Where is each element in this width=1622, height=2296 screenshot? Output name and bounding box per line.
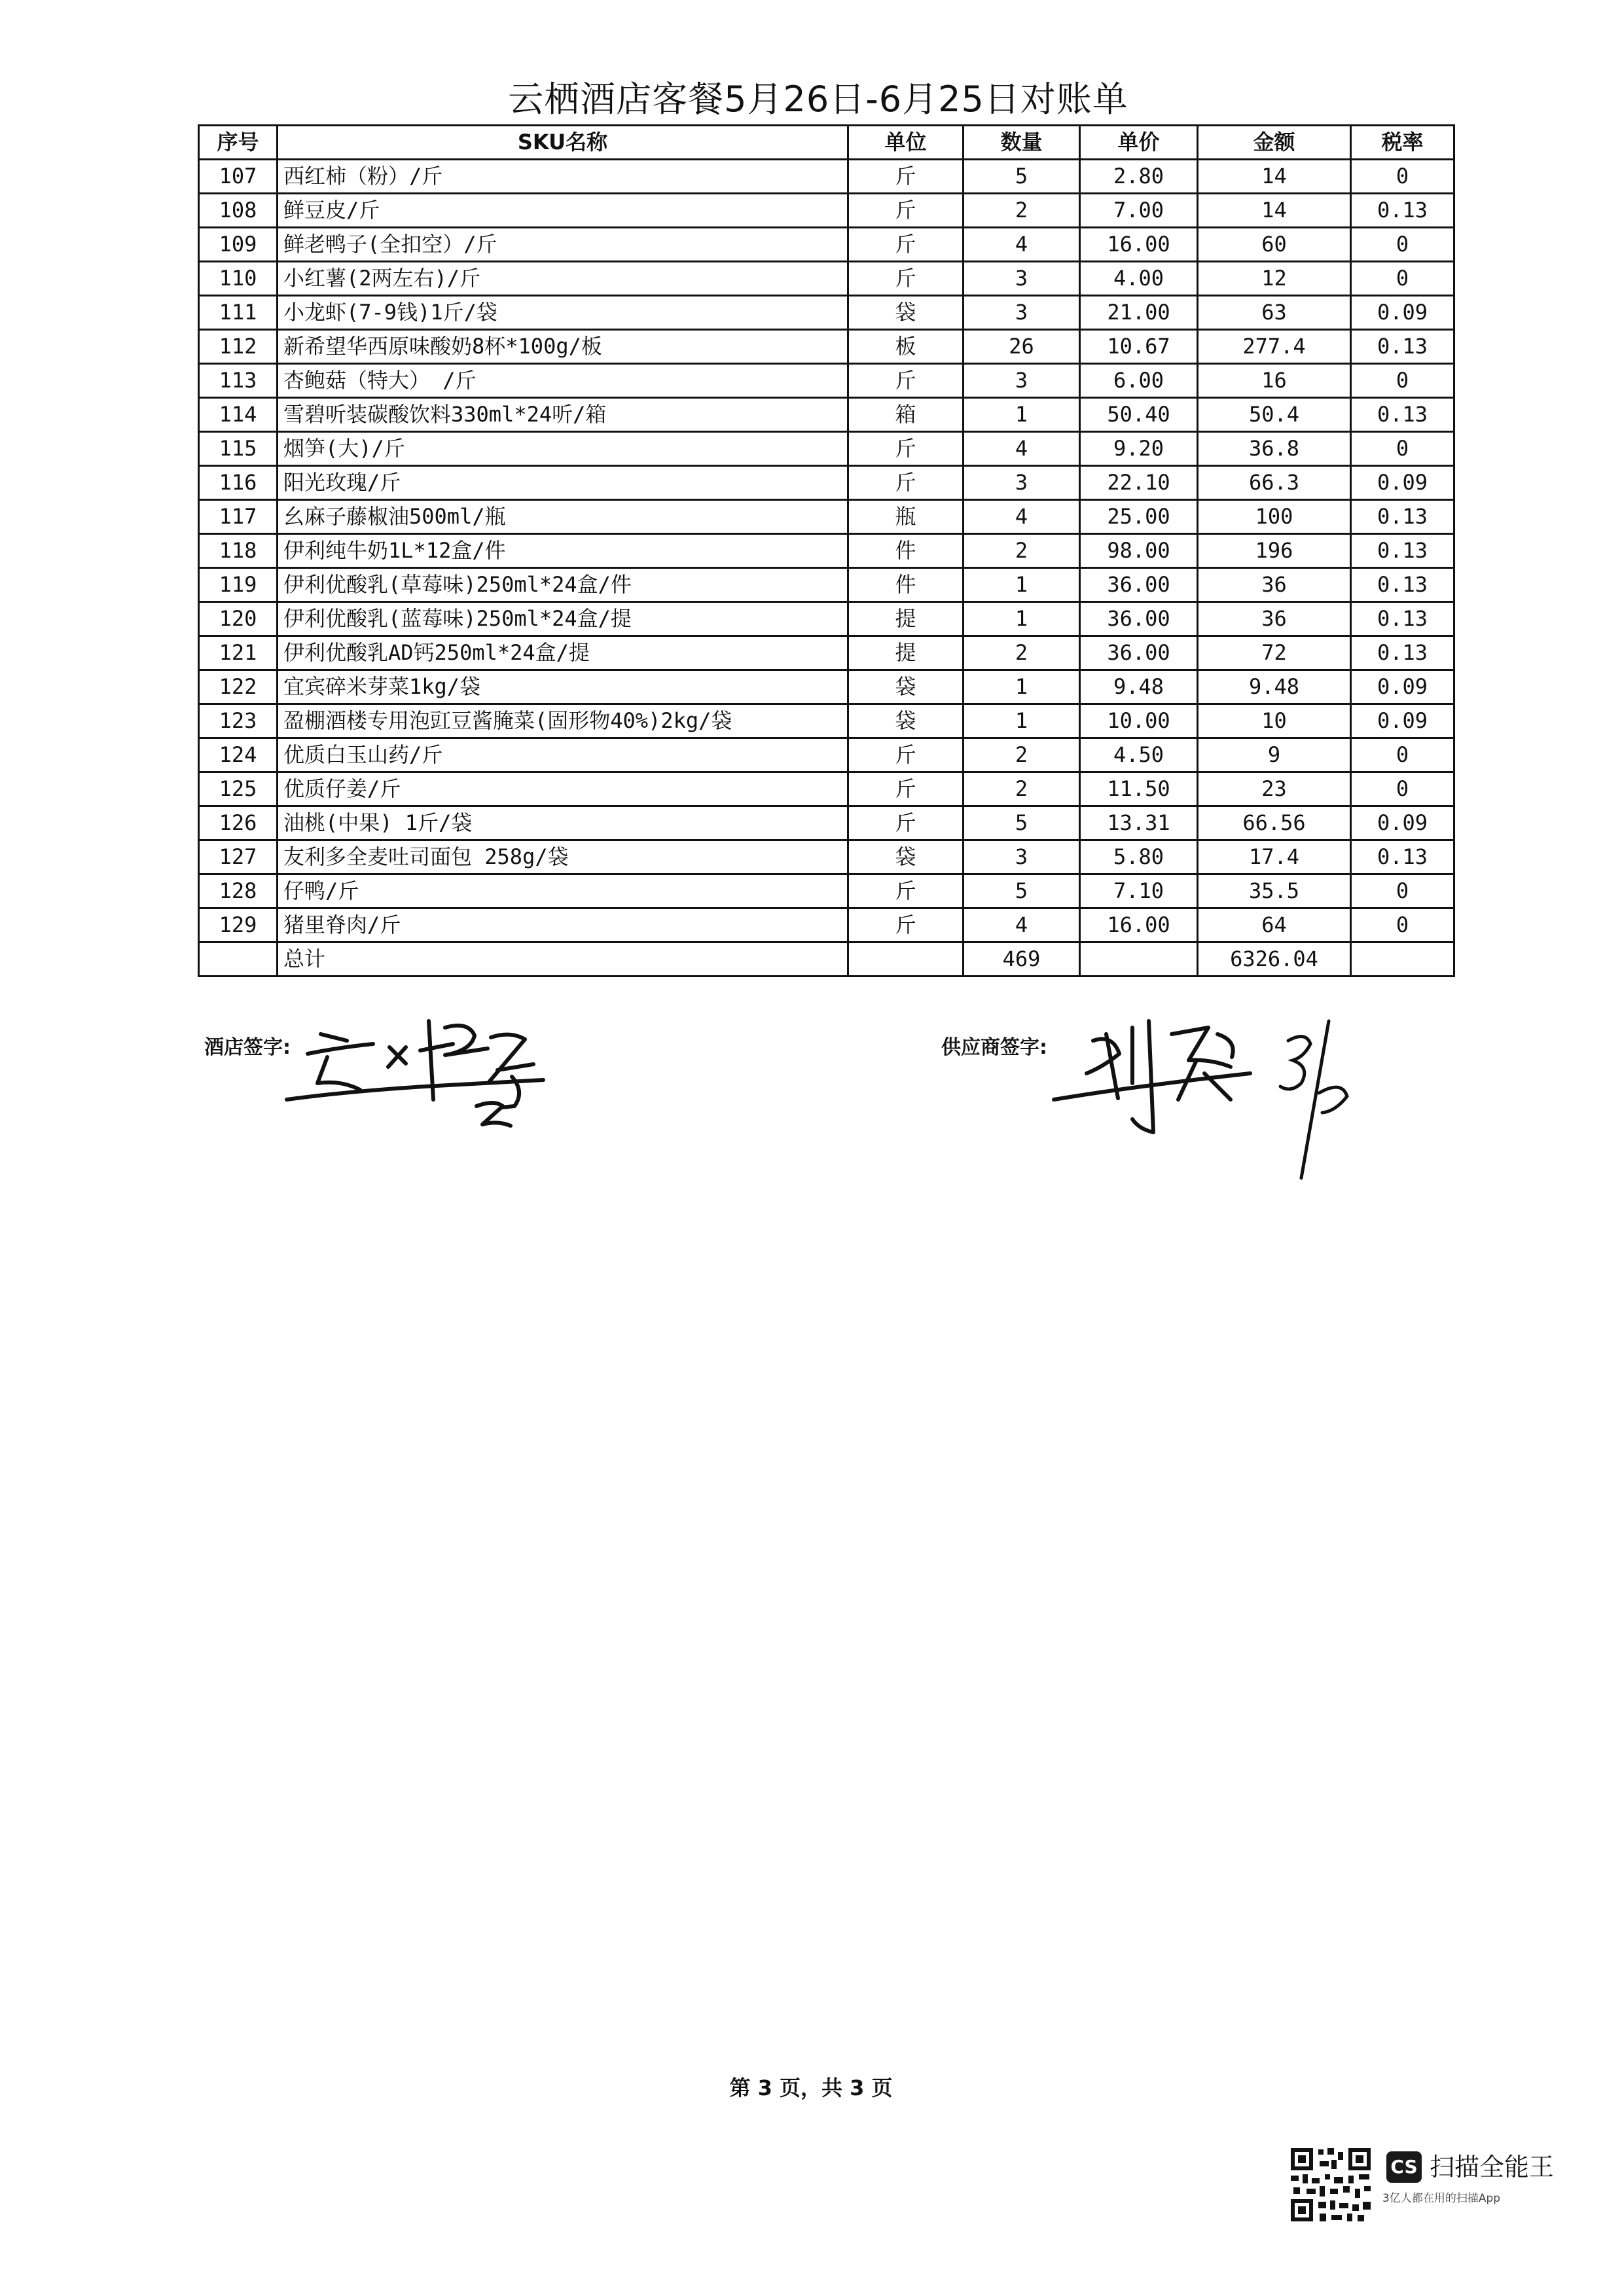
row-sku-name: 伊利优酸乳(蓝莓味)250ml*24盒/提: [278, 602, 848, 636]
row-qty: 5: [964, 874, 1080, 908]
row-qty: 3: [964, 840, 1080, 874]
total-row-price: [1080, 942, 1198, 977]
row-no: 108: [199, 194, 278, 228]
total-row-unit: [848, 942, 964, 977]
row-unit: 斤: [848, 466, 964, 500]
row-price: 10.67: [1080, 330, 1198, 364]
row-sku-name: 伊利优酸乳AD钙250ml*24盒/提: [278, 636, 848, 670]
row-no: 125: [199, 772, 278, 806]
table-row: [199, 194, 1454, 228]
row-amount: 9: [1198, 738, 1351, 772]
row-price: 25.00: [1080, 500, 1198, 534]
row-sku-name: 雪碧听装碳酸饮料330ml*24听/箱: [278, 398, 848, 432]
row-sku-name: 猪里脊肉/斤: [278, 908, 848, 942]
row-amount: 10: [1198, 704, 1351, 738]
row-no: 114: [199, 398, 278, 432]
row-amount: 277.4: [1198, 330, 1351, 364]
row-no: 111: [199, 296, 278, 330]
col-header-tax: 税率: [1351, 126, 1454, 160]
row-unit: 袋: [848, 704, 964, 738]
row-no: 107: [199, 160, 278, 194]
row-tax: 0.13: [1351, 534, 1454, 568]
row-amount: 36: [1198, 568, 1351, 602]
header-row: [199, 126, 1454, 160]
total-amount: 6326.04: [1198, 942, 1351, 977]
table-row: [199, 262, 1454, 296]
page-number-footer: 第 3 页，共 3 页: [729, 2075, 893, 2100]
row-qty: 5: [964, 160, 1080, 194]
row-amount: 35.5: [1198, 874, 1351, 908]
col-header-qty: 数量: [964, 126, 1080, 160]
row-price: 98.00: [1080, 534, 1198, 568]
row-amount: 12: [1198, 262, 1351, 296]
total-qty: 469: [964, 942, 1080, 977]
row-no: 115: [199, 432, 278, 466]
row-no: 120: [199, 602, 278, 636]
row-unit: 件: [848, 568, 964, 602]
row-qty: 1: [964, 704, 1080, 738]
row-price: 50.40: [1080, 398, 1198, 432]
table-row: [199, 500, 1454, 534]
row-no: 118: [199, 534, 278, 568]
table-row: [199, 432, 1454, 466]
total-row: [199, 942, 1454, 977]
table-row: [199, 330, 1454, 364]
row-sku-name: 小龙虾(7-9钱)1斤/袋: [278, 296, 848, 330]
table-row: [199, 636, 1454, 670]
row-unit: 板: [848, 330, 964, 364]
row-unit: 瓶: [848, 500, 964, 534]
statement-table: [198, 124, 1455, 977]
col-header-sku-name: SKU名称: [278, 126, 848, 160]
row-tax: 0.09: [1351, 466, 1454, 500]
camscanner-logo: CS: [1386, 2151, 1422, 2183]
row-no: 112: [199, 330, 278, 364]
row-amount: 64: [1198, 908, 1351, 942]
row-no: 122: [199, 670, 278, 704]
table-row: [199, 670, 1454, 704]
row-price: 7.10: [1080, 874, 1198, 908]
row-qty: 3: [964, 466, 1080, 500]
row-no: 110: [199, 262, 278, 296]
row-sku-name: 鲜老鸭子(全扣空）/斤: [278, 228, 848, 262]
col-header-price: 单价: [1080, 126, 1198, 160]
table-row: [199, 874, 1454, 908]
row-sku-name: 烟笋(大)/斤: [278, 432, 848, 466]
row-amount: 23: [1198, 772, 1351, 806]
row-unit: 斤: [848, 432, 964, 466]
row-qty: 1: [964, 398, 1080, 432]
row-unit: 斤: [848, 874, 964, 908]
row-qty: 3: [964, 296, 1080, 330]
row-amount: 196: [1198, 534, 1351, 568]
row-no: 119: [199, 568, 278, 602]
row-tax: 0: [1351, 228, 1454, 262]
row-sku-name: 鲜豆皮/斤: [278, 194, 848, 228]
table-row: [199, 908, 1454, 942]
row-price: 4.50: [1080, 738, 1198, 772]
row-no: 113: [199, 364, 278, 398]
row-qty: 2: [964, 194, 1080, 228]
row-no: 121: [199, 636, 278, 670]
table-row: [199, 466, 1454, 500]
row-qty: 1: [964, 670, 1080, 704]
table-row: [199, 228, 1454, 262]
row-tax: 0: [1351, 772, 1454, 806]
table-row: [199, 160, 1454, 194]
row-amount: 50.4: [1198, 398, 1351, 432]
supplier-sign-label: 供应商签字:: [941, 1036, 1047, 1059]
row-no: 123: [199, 704, 278, 738]
document-title: 云栖酒店客餐5月26日-6月25日对账单: [508, 79, 1128, 120]
row-unit: 袋: [848, 296, 964, 330]
row-tax: 0.09: [1351, 670, 1454, 704]
row-tax: 0: [1351, 738, 1454, 772]
table-row: [199, 364, 1454, 398]
row-sku-name: 优质白玉山药/斤: [278, 738, 848, 772]
row-unit: 斤: [848, 908, 964, 942]
row-amount: 16: [1198, 364, 1351, 398]
row-qty: 1: [964, 602, 1080, 636]
hotel-sign-label: 酒店签字:: [204, 1036, 291, 1059]
table-row: [199, 772, 1454, 806]
row-unit: 件: [848, 534, 964, 568]
row-tax: 0: [1351, 160, 1454, 194]
row-price: 2.80: [1080, 160, 1198, 194]
row-no: 109: [199, 228, 278, 262]
row-tax: 0.13: [1351, 194, 1454, 228]
row-sku-name: 西红柿（粉）/斤: [278, 160, 848, 194]
row-no: 127: [199, 840, 278, 874]
row-price: 22.10: [1080, 466, 1198, 500]
row-sku-name: 小红薯(2两左右)/斤: [278, 262, 848, 296]
row-amount: 14: [1198, 160, 1351, 194]
row-qty: 26: [964, 330, 1080, 364]
row-no: 124: [199, 738, 278, 772]
qr-code-icon: [1288, 2145, 1373, 2224]
camscanner-brand: 扫描全能王: [1430, 2153, 1555, 2181]
row-tax: 0: [1351, 262, 1454, 296]
row-qty: 4: [964, 432, 1080, 466]
row-sku-name: 新希望华西原味酸奶8杯*100g/板: [278, 330, 848, 364]
row-sku-name: 伊利优酸乳(草莓味)250ml*24盒/件: [278, 568, 848, 602]
col-header-unit: 单位: [848, 126, 964, 160]
row-sku-name: 幺麻子藤椒油500ml/瓶: [278, 500, 848, 534]
row-qty: 3: [964, 364, 1080, 398]
row-price: 36.00: [1080, 568, 1198, 602]
row-unit: 斤: [848, 228, 964, 262]
row-unit: 袋: [848, 840, 964, 874]
table-row: [199, 840, 1454, 874]
row-qty: 2: [964, 636, 1080, 670]
row-price: 21.00: [1080, 296, 1198, 330]
row-price: 6.00: [1080, 364, 1198, 398]
col-header-amount: 金额: [1198, 126, 1351, 160]
table-row: [199, 738, 1454, 772]
row-no: 116: [199, 466, 278, 500]
table-row: [199, 568, 1454, 602]
row-amount: 66.3: [1198, 466, 1351, 500]
row-tax: 0.13: [1351, 568, 1454, 602]
camscanner-slogan: 3亿人都在用的扫描App: [1382, 2192, 1501, 2205]
row-price: 4.00: [1080, 262, 1198, 296]
row-unit: 提: [848, 636, 964, 670]
table-row: [199, 806, 1454, 840]
row-price: 11.50: [1080, 772, 1198, 806]
row-unit: 提: [848, 602, 964, 636]
row-tax: 0.13: [1351, 636, 1454, 670]
table-row: [199, 704, 1454, 738]
row-amount: 36: [1198, 602, 1351, 636]
row-price: 36.00: [1080, 636, 1198, 670]
row-tax: 0: [1351, 364, 1454, 398]
row-qty: 2: [964, 772, 1080, 806]
total-label: 总计: [278, 942, 848, 977]
row-qty: 4: [964, 908, 1080, 942]
row-amount: 9.48: [1198, 670, 1351, 704]
row-amount: 36.8: [1198, 432, 1351, 466]
row-price: 5.80: [1080, 840, 1198, 874]
row-price: 36.00: [1080, 602, 1198, 636]
row-tax: 0.09: [1351, 296, 1454, 330]
row-sku-name: 盈棚酒楼专用泡豇豆酱腌菜(固形物40%)2kg/袋: [278, 704, 848, 738]
row-unit: 斤: [848, 194, 964, 228]
row-no: 126: [199, 806, 278, 840]
row-unit: 斤: [848, 738, 964, 772]
total-row-no: [199, 942, 278, 977]
row-qty: 4: [964, 500, 1080, 534]
row-qty: 1: [964, 568, 1080, 602]
row-sku-name: 优质仔姜/斤: [278, 772, 848, 806]
row-sku-name: 宜宾碎米芽菜1kg/袋: [278, 670, 848, 704]
row-qty: 4: [964, 228, 1080, 262]
row-qty: 3: [964, 262, 1080, 296]
row-amount: 100: [1198, 500, 1351, 534]
row-sku-name: 友利多全麦吐司面包 258g/袋: [278, 840, 848, 874]
row-no: 128: [199, 874, 278, 908]
row-tax: 0.13: [1351, 500, 1454, 534]
row-amount: 17.4: [1198, 840, 1351, 874]
row-tax: 0.09: [1351, 704, 1454, 738]
row-price: 16.00: [1080, 228, 1198, 262]
row-price: 16.00: [1080, 908, 1198, 942]
row-no: 117: [199, 500, 278, 534]
row-unit: 袋: [848, 670, 964, 704]
row-price: 9.20: [1080, 432, 1198, 466]
row-qty: 5: [964, 806, 1080, 840]
row-price: 10.00: [1080, 704, 1198, 738]
hotel-signature: [281, 1008, 556, 1139]
table-row: [199, 602, 1454, 636]
row-unit: 斤: [848, 772, 964, 806]
row-amount: 66.56: [1198, 806, 1351, 840]
row-amount: 63: [1198, 296, 1351, 330]
row-qty: 2: [964, 534, 1080, 568]
row-sku-name: 油桃(中果) 1斤/袋: [278, 806, 848, 840]
row-qty: 2: [964, 738, 1080, 772]
row-amount: 14: [1198, 194, 1351, 228]
row-sku-name: 伊利纯牛奶1L*12盒/件: [278, 534, 848, 568]
row-sku-name: 阳光玫瑰/斤: [278, 466, 848, 500]
row-tax: 0.13: [1351, 840, 1454, 874]
row-no: 129: [199, 908, 278, 942]
row-tax: 0: [1351, 908, 1454, 942]
row-tax: 0.13: [1351, 330, 1454, 364]
row-amount: 72: [1198, 636, 1351, 670]
row-amount: 60: [1198, 228, 1351, 262]
row-sku-name: 杏鲍菇（特大） /斤: [278, 364, 848, 398]
row-unit: 斤: [848, 160, 964, 194]
row-price: 9.48: [1080, 670, 1198, 704]
total-row-tax: [1351, 942, 1454, 977]
row-tax: 0: [1351, 432, 1454, 466]
col-header-no: 序号: [199, 126, 278, 160]
row-tax: 0.13: [1351, 398, 1454, 432]
row-sku-name: 仔鸭/斤: [278, 874, 848, 908]
supplier-signature: [1041, 995, 1368, 1191]
row-price: 13.31: [1080, 806, 1198, 840]
table-row: [199, 398, 1454, 432]
row-price: 7.00: [1080, 194, 1198, 228]
table-row: [199, 534, 1454, 568]
row-tax: 0: [1351, 874, 1454, 908]
table-row: [199, 296, 1454, 330]
row-unit: 箱: [848, 398, 964, 432]
row-unit: 斤: [848, 806, 964, 840]
row-tax: 0.13: [1351, 602, 1454, 636]
row-tax: 0.09: [1351, 806, 1454, 840]
row-unit: 斤: [848, 364, 964, 398]
row-unit: 斤: [848, 262, 964, 296]
